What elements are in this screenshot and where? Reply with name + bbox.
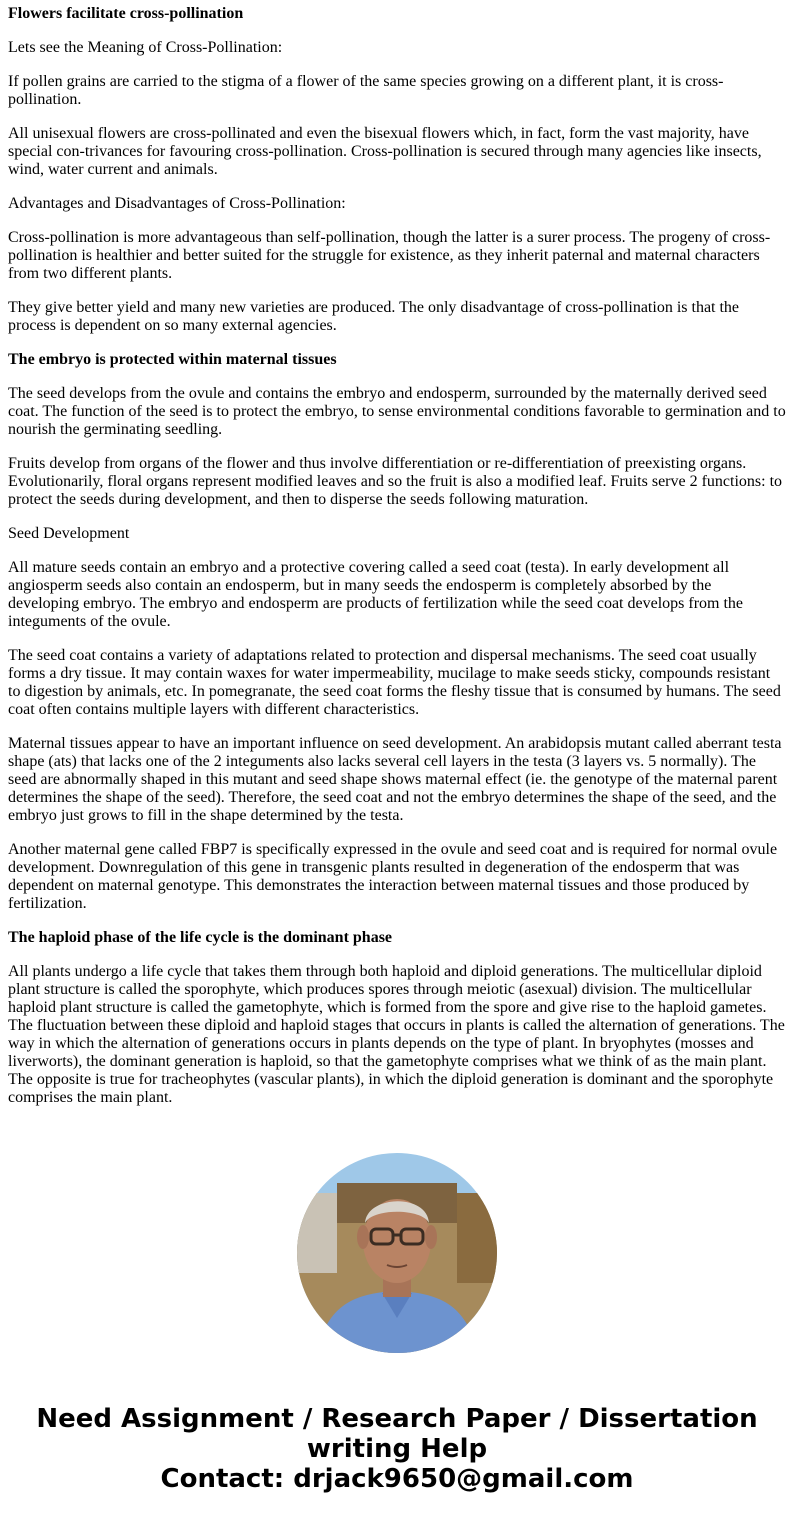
paragraph: All mature seeds contain an embryo and a protective covering called a seed coat (testa). In early development all angiosperm seeds also contain an endosperm, but in many seeds the endosperm is completely absorbed by the developing embryo. The embryo and endosperm are products of fertilization while the seed coat develops from the integuments of the ovule. [8,559,744,630]
paragraph: Maternal tissues appear to have an important influence on seed development. An arabidopsis mutant called aberrant testa shape (ats) that lacks one of the 2 integuments also lacks several cell layers in the testa (3 layers vs. 5 normally). The seed are abnormally shaped in this mutant and seed shape shows maternal effect (ie. the genotype of the maternal parent determines the shape of the seed). Therefore, the seed coat and not the embryo determines the shape of the seed, and the embryo just grows to fill in the shape determined by the testa. [8,735,782,824]
paragraph: If pollen grains are carried to the stigma of a flower of the same species growing on a different plant, it is cross-pollination. [8,73,724,108]
paragraph: Lets see the Meaning of Cross-Pollination: [8,39,283,56]
section-heading: The haploid phase of the life cycle is the dominant phase [8,929,393,946]
paragraph: Fruits develop from organs of the flower and thus involve differentiation or re-differentiation of preexisting organs. Evolutionarily, floral organs represent modified leaves and so the fruit is also a modified leaf. Fruits serve 2 functions: to protect the seeds during development, and then to disperse the seeds following maturation. [8,455,783,508]
promo-line: writing Help [306,1434,488,1464]
paragraph: They give better yield and many new varieties are produced. The only disadvantage of cross-pollination is that the process is dependent on so many external agencies. [8,299,740,334]
paragraph: The seed develops from the ovule and contains the embryo and endosperm, surrounded by the maternally derived seed coat. The function of the seed is to protect the embryo, to sense environmental conditions favorable to germination and to nourish the germinating seedling. [8,385,786,438]
paragraph: All plants undergo a life cycle that takes them through both haploid and diploid generations. The multicellular diploid plant structure is called the sporophyte, which produces spores through meiotic (asexual) division. The multicellular haploid plant structure is called the gametophyte, which is formed from the spore and give rise to the haploid gametes. The fluctuation between these diploid and haploid stages that occurs in plants is called the alternation of generations. The way in which the alternation of generations occurs in plants depends on the type of plant. In bryophytes (mosses and liverworts), the dominant generation is haploid, so that the gametophyte comprises what we think of as the main plant. The opposite is true for tracheophytes (vascular plants), in which the diploid generation is dominant and the sporophyte comprises the main plant. [8,963,785,1106]
author-portrait-icon [297,1153,497,1353]
paragraph: Advantages and Disadvantages of Cross-Pollination: [8,195,346,212]
promo-banner [0,1404,794,1494]
promo-line: Need Assignment / Research Paper / Dissertation [36,1404,758,1434]
paragraph: Seed Development [8,525,130,542]
paragraph: Cross-pollination is more advantageous than self-pollination, though the latter is a surer process. The progeny of cross-pollination is healthier and better suited for the struggle for existence, as they inherit paternal and maternal characters from two different plants. [8,229,771,282]
promo-contact: Contact: drjack9650@gmail.com [160,1464,634,1494]
paragraph: All unisexual flowers are cross-pollinated and even the bisexual flowers which, in fact, form the vast majority, have special con-trivances for favouring cross-pollination. Cross-pollination is secured through many agencies like insects, wind, water current and animals. [8,125,762,178]
section-heading: Flowers facilitate cross-pollination [8,5,244,22]
paragraph: Another maternal gene called FBP7 is specifically expressed in the ovule and seed coat and is required for normal ovule development. Downregulation of this gene in transgenic plants resulted in degeneration of the endosperm that was dependent on maternal genotype. This demonstrates the interaction between maternal tissues and those produced by fertilization. [8,841,778,912]
author-avatar [297,1153,497,1353]
paragraph: The seed coat contains a variety of adaptations related to protection and dispersal mechanisms. The seed coat usually forms a dry tissue. It may contain waxes for water impermeability, mucilage to make seeds sticky, compounds resistant to digestion by animals, etc. In pomegranate, the seed coat forms the fleshy tissue that is consumed by humans. The seed coat often contains multiple layers with different characteristics. [8,647,781,718]
section-heading: The embryo is protected within maternal tissues [8,351,337,368]
